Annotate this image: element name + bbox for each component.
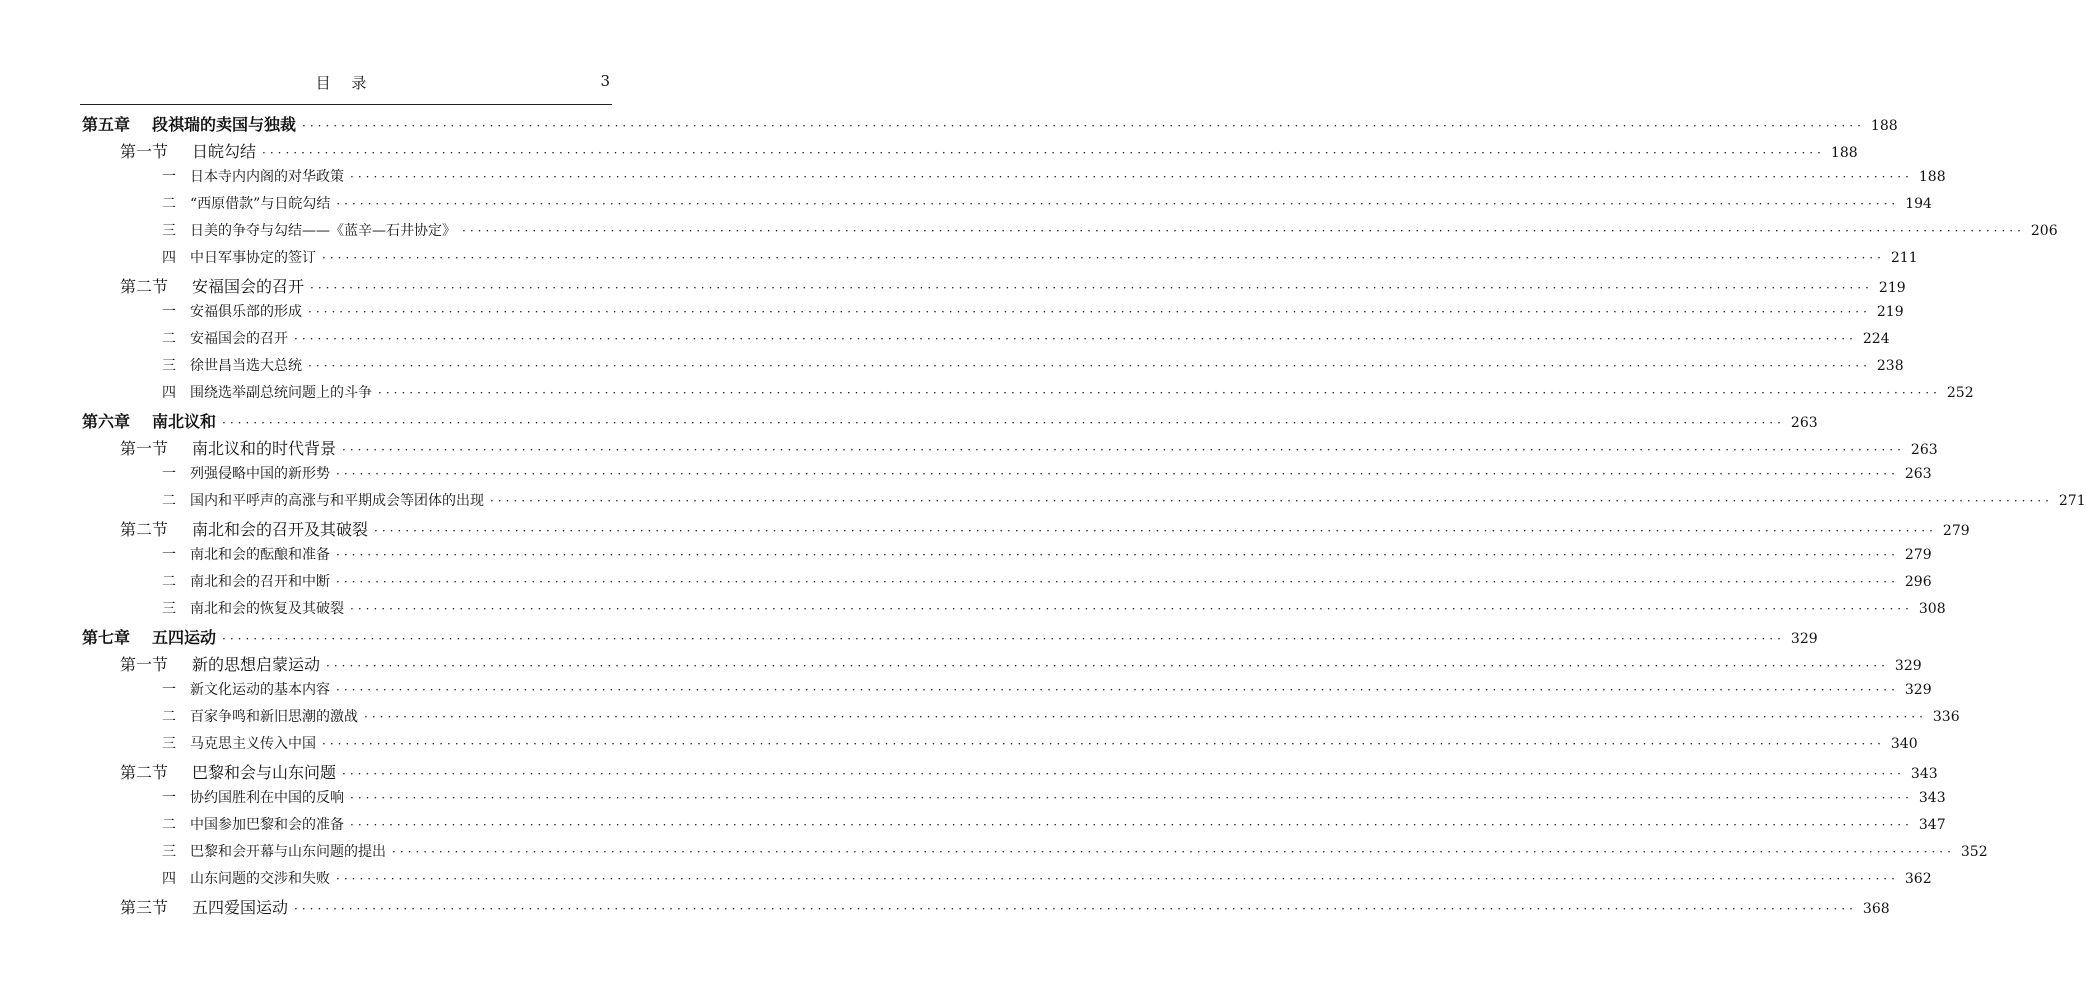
toc-entry-chapter — [0, 409, 1818, 432]
toc-entry-page: 347 — [1918, 817, 1946, 833]
toc-entry-section — [0, 652, 1922, 675]
toc-entry-number: 二 — [162, 817, 176, 833]
toc-leader-dots: ········································································································································································································ — [222, 416, 1785, 430]
toc-entry-title: 日本寺内内阁的对华政策 — [190, 169, 344, 185]
toc-entry-page: 336 — [1932, 709, 1960, 725]
toc-entry-title: 山东问题的交涉和失败 — [190, 871, 330, 887]
toc-entry-page: 340 — [1890, 736, 1918, 752]
toc-entry-page: 329 — [1790, 631, 1818, 647]
toc-entry-title: 南北议和 — [152, 412, 217, 431]
header-rule — [80, 104, 612, 105]
toc-leader-dots: ········································································································································································································ — [364, 710, 1927, 724]
toc-entry-page: 343 — [1910, 766, 1938, 782]
toc-leader-dots: ········································································································································································································ — [308, 305, 1871, 319]
page-header — [80, 72, 610, 96]
toc-entry-number: 四 — [162, 250, 176, 266]
toc-entry-number: 第六章 — [82, 412, 131, 431]
toc-entry-page: 219 — [1878, 280, 1906, 296]
toc-entry-item — [0, 544, 1932, 564]
toc-leader-dots: ········································································································································································································ — [336, 872, 1899, 886]
toc-entry-number: 第三节 — [120, 898, 169, 917]
toc-entry-title: 安福国会的召开 — [190, 331, 288, 347]
toc-entry-page: 206 — [2030, 223, 2058, 239]
toc-entry-page: 368 — [1862, 901, 1890, 917]
toc-entry-page: 263 — [1910, 442, 1938, 458]
toc-entry-title: “西原借款”与日皖勾结 — [190, 196, 331, 212]
toc-entry-title: 徐世昌当选大总统 — [190, 358, 302, 374]
toc-leader-dots: ········································································································································································································ — [350, 818, 1913, 832]
toc-entry-label — [162, 355, 302, 375]
toc-entry-item — [0, 733, 1918, 753]
toc-entry-label — [162, 787, 344, 807]
toc-entry-label — [162, 598, 344, 618]
toc-entry-item — [0, 841, 1988, 861]
toc-leader-dots: ········································································································································································································ — [322, 737, 1885, 751]
toc-entry-section — [0, 139, 1858, 162]
toc-entry-label — [120, 652, 320, 675]
toc-leader-dots: ········································································································································································································ — [342, 767, 1905, 781]
toc-entry-item — [0, 220, 2058, 240]
toc-entry-title: 百家争鸣和新旧思潮的激战 — [190, 709, 358, 725]
toc-entry-title: 安福俱乐部的形成 — [190, 304, 302, 320]
toc-entry-label — [162, 814, 344, 834]
toc-entry-title: 南北和会的恢复及其破裂 — [190, 601, 344, 617]
toc-entry-item — [0, 166, 1946, 186]
toc-entry-title: 新文化运动的基本内容 — [190, 682, 330, 698]
toc-entry-title: 南北和会的酝酿和准备 — [190, 547, 330, 563]
toc-entry-label — [120, 139, 256, 162]
toc-leader-dots: ········································································································································································································ — [350, 791, 1913, 805]
toc-entry-item — [0, 679, 1932, 699]
toc-entry-label — [162, 733, 316, 753]
toc-entry-item — [0, 706, 1960, 726]
toc-entry-page: 188 — [1830, 145, 1858, 161]
toc-entry-title: 中日军事协定的签订 — [190, 250, 316, 266]
toc-leader-dots: ········································································································································································································ — [326, 659, 1889, 673]
toc-entry-label — [162, 382, 372, 402]
toc-entry-section — [0, 274, 1906, 297]
toc-entry-number: 四 — [162, 385, 176, 401]
toc-entry-label — [120, 895, 288, 918]
toc-leader-dots: ········································································································································································································ — [350, 602, 1913, 616]
toc-entry-item — [0, 247, 1918, 267]
toc-entry-chapter — [0, 625, 1818, 648]
toc-leader-dots: ········································································································································································································ — [378, 386, 1941, 400]
toc-entry-number: 三 — [162, 844, 176, 860]
toc-entry-number: 第二节 — [120, 763, 169, 782]
toc-entry-number: 二 — [162, 709, 176, 725]
toc-leader-dots: ········································································································································································································ — [336, 575, 1899, 589]
toc-leader-dots: ········································································································································································································ — [310, 281, 1873, 295]
toc-entry-chapter — [0, 112, 1898, 135]
toc-entry-number: 三 — [162, 601, 176, 617]
toc-entry-section — [0, 895, 1890, 918]
toc-leader-dots: ········································································································································································································ — [294, 332, 1857, 346]
toc-entry-number: 三 — [162, 358, 176, 374]
toc-entry-page: 238 — [1876, 358, 1904, 374]
toc-entry-page: 211 — [1890, 250, 1918, 266]
toc-entry-page: 279 — [1904, 547, 1932, 563]
toc-entry-page: 194 — [1905, 196, 1932, 212]
toc-entry-item — [0, 463, 1932, 483]
toc-entry-title: 马克思主义传入中国 — [190, 736, 316, 752]
toc-entry-item — [0, 193, 1932, 213]
toc-entry-title: 日皖勾结 — [192, 142, 257, 161]
toc-leader-dots: ········································································································································································································ — [462, 224, 2025, 238]
toc-entry-item — [0, 868, 1932, 888]
toc-entry-label — [82, 409, 216, 432]
toc-entry-number: 一 — [162, 790, 176, 806]
page-header-title: 目 录 — [315, 74, 375, 92]
toc-entry-page: 329 — [1904, 682, 1932, 698]
toc-entry-page: 329 — [1894, 658, 1922, 674]
toc-entry-item — [0, 382, 1974, 402]
toc-entry-label — [162, 301, 302, 321]
toc-entry-page: 188 — [1918, 169, 1946, 185]
toc-entry-title: 国内和平呼声的高涨与和平期成会等团体的出现 — [190, 493, 484, 509]
toc-entry-item — [0, 598, 1946, 618]
toc-leader-dots: ········································································································································································································ — [490, 494, 2053, 508]
toc-entry-number: 第七章 — [82, 628, 131, 647]
toc-leader-dots: ········································································································································································································ — [336, 548, 1899, 562]
toc-leader-dots: ········································································································································································································ — [294, 902, 1857, 916]
toc-entry-page: 252 — [1946, 385, 1974, 401]
toc-entry-title: 列强侵略中国的新形势 — [190, 466, 330, 482]
toc-entry-item — [0, 814, 1946, 834]
toc-entry-label — [162, 328, 288, 348]
toc-entry-section — [0, 436, 1938, 459]
toc-entry-number: 二 — [162, 493, 176, 509]
toc-leader-dots: ········································································································································································································ — [302, 119, 1865, 133]
toc-entry-page: 279 — [1942, 523, 1970, 539]
toc-entry-number: 一 — [162, 547, 176, 563]
toc-leader-dots: ········································································································································································································ — [262, 146, 1825, 160]
toc-entry-page: 362 — [1904, 871, 1932, 887]
toc-entry-page: 263 — [1790, 415, 1818, 431]
toc-leader-dots: ········································································································································································································ — [322, 251, 1885, 265]
toc-entry-page: 188 — [1870, 118, 1898, 134]
toc-entry-page: 219 — [1876, 304, 1904, 320]
toc-entry-title: 新的思想启蒙运动 — [192, 655, 321, 674]
toc-entry-number: 二 — [162, 574, 176, 590]
toc-entry-label — [162, 247, 316, 267]
toc-entry-title: 巴黎和会与山东问题 — [192, 763, 337, 782]
toc-entry-label — [162, 490, 484, 510]
toc-entry-title: 南北议和的时代背景 — [192, 439, 337, 458]
toc-entry-section — [0, 760, 1938, 783]
toc-entry-section — [0, 517, 1970, 540]
toc-entry-label — [162, 679, 330, 699]
toc-entry-number: 第二节 — [120, 520, 169, 539]
toc-entry-number: 四 — [162, 871, 176, 887]
toc-entry-label — [120, 760, 336, 783]
toc-entry-label — [162, 544, 330, 564]
toc-entry-number: 第一节 — [120, 439, 169, 458]
toc-entry-label — [162, 868, 330, 888]
toc-leader-dots: ········································································································································································································ — [342, 443, 1905, 457]
toc-entry-label — [120, 274, 304, 297]
toc-entry-number: 三 — [162, 736, 176, 752]
toc-entry-number: 二 — [162, 196, 176, 212]
toc-entry-label — [162, 571, 330, 591]
toc-entry-number: 第五章 — [82, 115, 131, 134]
toc-entry-title: 南北和会的召开和中断 — [190, 574, 330, 590]
toc-entry-title: 中国参加巴黎和会的准备 — [190, 817, 344, 833]
toc-entry-item — [0, 787, 1946, 807]
toc-entry-label — [162, 841, 386, 861]
toc-entry-number: 第一节 — [120, 142, 169, 161]
toc-entry-page: 271 — [2058, 493, 2086, 509]
toc-entry-title: 五四运动 — [152, 628, 217, 647]
toc-entry-label — [162, 166, 344, 186]
toc-entry-title: 巴黎和会开幕与山东问题的提出 — [190, 844, 386, 860]
toc-entry-title: 日美的争夺与勾结——《蓝辛—石井协定》 — [190, 223, 456, 239]
toc-entry-label — [162, 193, 330, 213]
toc-entry-label — [162, 706, 358, 726]
toc-entry-item — [0, 328, 1890, 348]
toc-entry-page: 308 — [1918, 601, 1946, 617]
toc-entry-label — [120, 436, 336, 459]
toc-entry-label — [162, 463, 330, 483]
toc-entry-page: 352 — [1960, 844, 1988, 860]
toc-entry-number: 二 — [162, 331, 176, 347]
toc-entry-label — [162, 220, 456, 240]
toc-entry-page: 296 — [1904, 574, 1932, 590]
toc-entry-page: 224 — [1862, 331, 1890, 347]
toc-entry-number: 第一节 — [120, 655, 169, 674]
toc-entry-label — [120, 517, 368, 540]
toc-leader-dots: ········································································································································································································ — [336, 197, 1900, 211]
toc-entry-item — [0, 355, 1904, 375]
toc-entry-number: 一 — [162, 169, 176, 185]
toc-entry-title: 段祺瑞的卖国与独裁 — [152, 115, 297, 134]
toc-entry-number: 一 — [162, 304, 176, 320]
toc-leader-dots: ········································································································································································································ — [336, 683, 1899, 697]
toc-entry-number: 一 — [162, 682, 176, 698]
toc-leader-dots: ········································································································································································································ — [308, 359, 1871, 373]
toc-entry-title: 协约国胜利在中国的反响 — [190, 790, 344, 806]
toc-entry-number: 三 — [162, 223, 176, 239]
toc-leader-dots: ········································································································································································································ — [336, 467, 1899, 481]
toc-entry-item — [0, 301, 1904, 321]
toc-leader-dots: ········································································································································································································ — [392, 845, 1955, 859]
toc-entry-item — [0, 490, 2086, 510]
toc-entry-title: 五四爱国运动 — [192, 898, 289, 917]
toc-entry-title: 安福国会的召开 — [192, 277, 305, 296]
toc-entry-label — [82, 625, 216, 648]
toc-leader-dots: ········································································································································································································ — [350, 170, 1913, 184]
page-number: 3 — [600, 72, 610, 90]
toc-entry-label — [82, 112, 296, 135]
toc-leader-dots: ········································································································································································································ — [222, 632, 1785, 646]
toc-entry-number: 一 — [162, 466, 176, 482]
toc-entry-page: 343 — [1918, 790, 1946, 806]
toc-entry-title: 围绕选举副总统问题上的斗争 — [190, 385, 372, 401]
toc-leader-dots: ········································································································································································································ — [374, 524, 1937, 538]
toc-entry-page: 263 — [1904, 466, 1932, 482]
toc-entry-item — [0, 571, 1932, 591]
toc-entry-title: 南北和会的召开及其破裂 — [192, 520, 369, 539]
toc-entry-number: 第二节 — [120, 277, 169, 296]
